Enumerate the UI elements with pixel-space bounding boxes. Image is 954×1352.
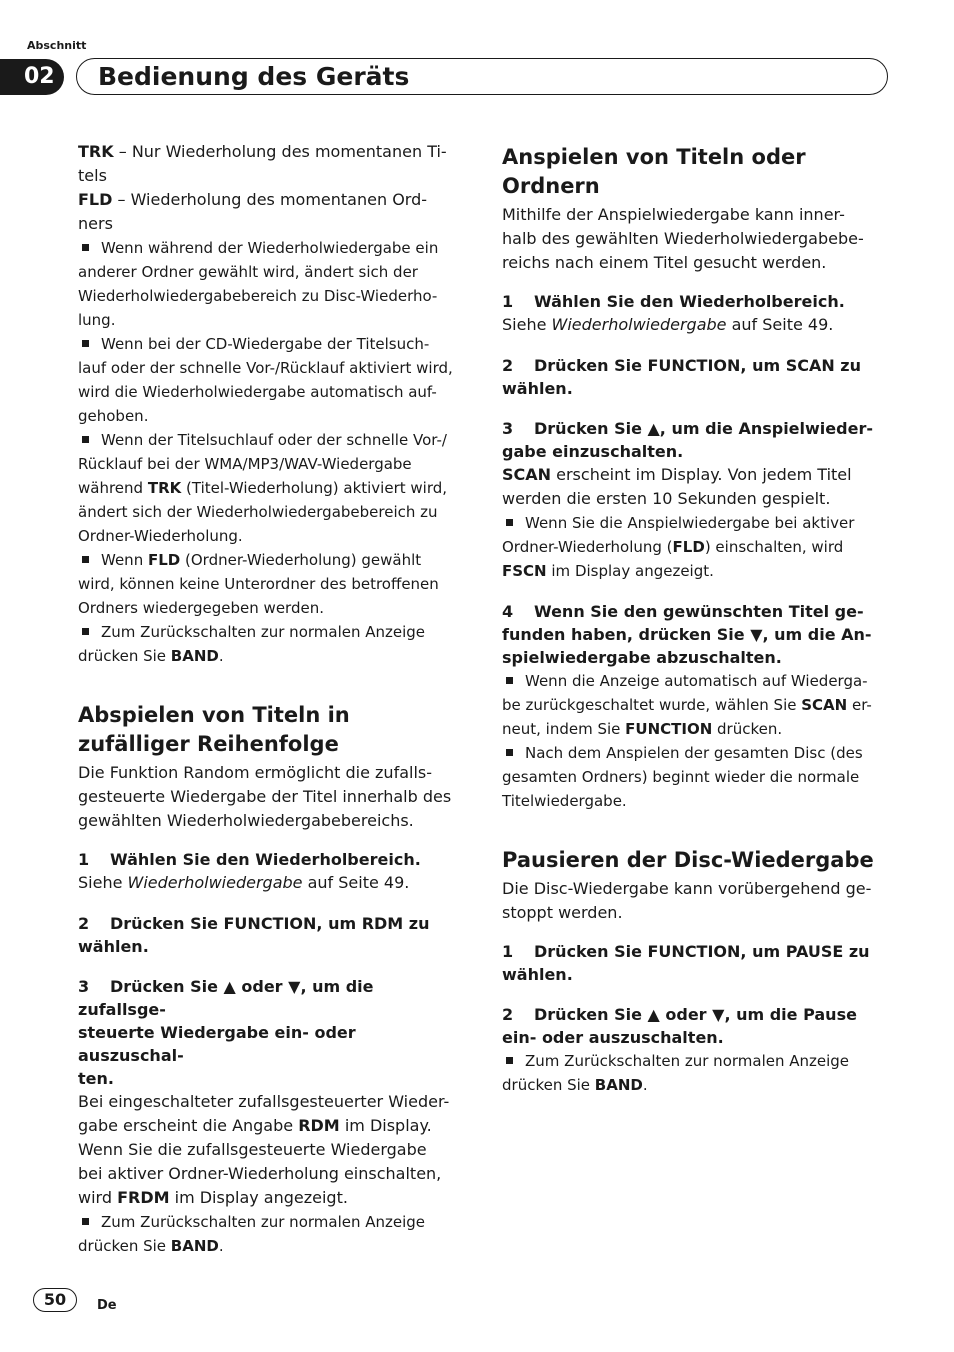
scan-note-folder: Wenn Sie die Anspielwiedergabe bei aktiver Ordner-Wiederholung (FLD) einschalten, wird FSCN im Display angezeigt. bbox=[502, 514, 855, 580]
note-return-display: Zum Zurückschalten zur normalen Anzeige drücken Sie BAND. bbox=[78, 623, 426, 665]
random-intro: Die Funktion Random ermöglicht die zufalls- gesteuerte Wiedergabe der Titel innerhalb des gewählten Wiederholwiedergabebereichs. bbox=[78, 763, 452, 830]
random-step-3: 3 Drücken Sie ▲ oder ▼, um die zufallsge- steuerte Wiedergabe ein- oder auszuschal- ten. bbox=[78, 977, 374, 1088]
random-step-1: 1 Wählen Sie den Wiederholbereich. bbox=[78, 850, 421, 869]
scan-step-3: 3 Drücken Sie ▲, um die Anspielwieder- gabe einzuschalten. bbox=[502, 419, 873, 461]
chapter-title: Bedienung des Geräts bbox=[98, 62, 410, 91]
trk-definition: TRK – Nur Wiederholung des momentanen Ti- tels bbox=[78, 142, 447, 185]
page-number: 50 bbox=[33, 1288, 77, 1312]
bullet-icon bbox=[506, 519, 513, 526]
bullet-icon bbox=[506, 749, 513, 756]
note-wma-search: Wenn der Titelsuchlauf oder der schnelle Vor-/ Rücklauf bei der WMA/MP3/WAV-Wiedergabe während TRK (Titel-Wiederholung) aktiviert wird, ändert sich der Wiederholwiedergabebereich zu Ordner-Wiederholung. bbox=[78, 431, 448, 545]
chapter-number-badge: 02 bbox=[0, 59, 64, 95]
bullet-icon bbox=[82, 628, 89, 635]
left-column bbox=[78, 140, 466, 1258]
bullet-icon bbox=[506, 677, 513, 684]
random-note-return: Zum Zurückschalten zur normalen Anzeige drücken Sie BAND. bbox=[78, 1213, 426, 1255]
heading-scan-play: Anspielen von Titeln oder Ordnern bbox=[502, 145, 806, 198]
random-step-3-body: Bei eingeschalteter zufallsgesteuerter Wieder- gabe erscheint die Angabe RDM im Display. Wenn Sie die zufallsgesteuerte Wiedergabe bei aktiver Ordner-Wiederholung einschalten, wird FRDM im Display angezeigt. bbox=[78, 1092, 450, 1207]
fld-definition: FLD – Wiederholung des momentanen Ord- ners bbox=[78, 190, 428, 233]
random-step-1-ref: Siehe Wiederholwiedergabe auf Seite 49. bbox=[78, 873, 410, 892]
bullet-icon bbox=[506, 1057, 513, 1064]
bullet-icon bbox=[82, 436, 89, 443]
pause-step-1: 1 Drücken Sie FUNCTION, um PAUSE zu wählen. bbox=[502, 942, 870, 984]
scan-step-1-ref: Siehe Wiederholwiedergabe auf Seite 49. bbox=[502, 315, 834, 334]
scan-note-after-disc: Nach dem Anspielen der gesamten Disc (des gesamten Ordners) beginnt wieder die normale Titelwiedergabe. bbox=[502, 744, 863, 810]
pause-note-return: Zum Zurückschalten zur normalen Anzeige drücken Sie BAND. bbox=[502, 1052, 850, 1094]
scan-step-2: 2 Drücken Sie FUNCTION, um SCAN zu wählen. bbox=[502, 356, 862, 398]
language-code: De bbox=[97, 1298, 117, 1313]
pause-step-2: 2 Drücken Sie ▲ oder ▼, um die Pause ein- oder auszuschalten. bbox=[502, 1005, 857, 1047]
bullet-icon bbox=[82, 556, 89, 563]
bullet-icon bbox=[82, 244, 89, 251]
scan-intro: Mithilfe der Anspielwiedergabe kann inner- halb des gewählten Wiederholwiedergabebe- reichs nach einem Titel gesucht werden. bbox=[502, 205, 864, 272]
bullet-icon bbox=[82, 1218, 89, 1225]
heading-random-play: Abspielen von Titeln in zufälliger Reihenfolge bbox=[78, 703, 350, 756]
pause-intro: Die Disc-Wiedergabe kann vorübergehend ge- stoppt werden. bbox=[502, 879, 872, 922]
scan-step-1: 1 Wählen Sie den Wiederholbereich. bbox=[502, 292, 845, 311]
note-fld-subfolders: Wenn FLD (Ordner-Wiederholung) gewählt wird, können keine Unterordner des betroffenen Ordners wiedergegeben werden. bbox=[78, 551, 439, 617]
chapter-title-bar bbox=[76, 58, 888, 95]
scan-note-auto-return: Wenn die Anzeige automatisch auf Wiederga- be zurückgeschaltet wurde, wählen Sie SCAN er- neut, indem Sie FUNCTION drücken. bbox=[502, 672, 872, 738]
note-cd-search: Wenn bei der CD-Wiedergabe der Titelsuch- lauf oder der schnelle Vor-/Rücklauf aktiviert wird, wird die Wiederholwiedergabe automatisch auf- gehoben. bbox=[78, 335, 453, 425]
scan-step-3-body: SCAN erscheint im Display. Von jedem Titel werden die ersten 10 Sekunden gespielt. bbox=[502, 465, 852, 508]
note-folder-change: Wenn während der Wiederholwiedergabe ein anderer Ordner gewählt wird, ändert sich der Wiederholwiedergabebereich zu Disc-Wiederho- lung. bbox=[78, 239, 439, 329]
right-column bbox=[502, 143, 890, 1097]
heading-pause: Pausieren der Disc-Wiedergabe bbox=[502, 848, 874, 872]
random-step-2: 2 Drücken Sie FUNCTION, um RDM zu wählen. bbox=[78, 914, 430, 956]
bullet-icon bbox=[82, 340, 89, 347]
scan-step-4: 4 Wenn Sie den gewünschten Titel ge- funden haben, drücken Sie ▼, um die An- spielwiedergabe abzuschalten. bbox=[502, 602, 872, 667]
section-label: Abschnitt bbox=[27, 39, 87, 52]
